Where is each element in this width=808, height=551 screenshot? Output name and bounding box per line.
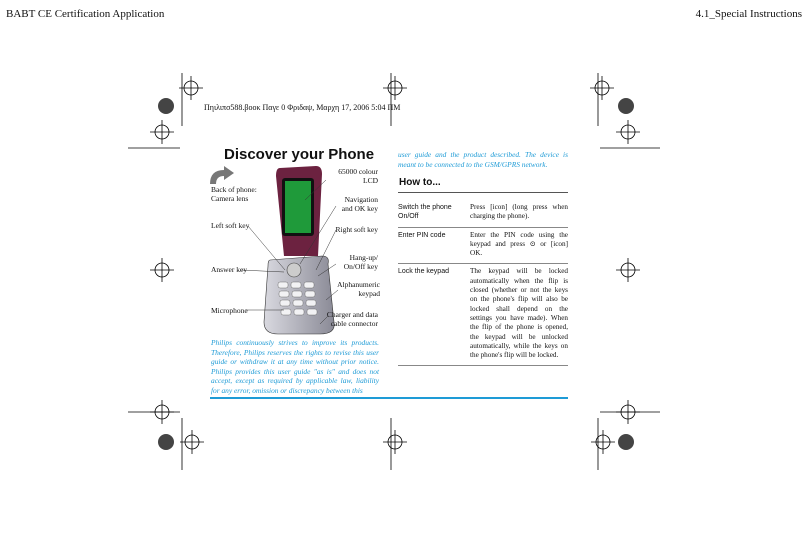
label-alphanumeric-keypad: Alphanumeric keypad — [337, 280, 380, 298]
page-title: Discover your Phone — [224, 146, 375, 163]
heading-rule — [398, 192, 568, 193]
label-nav-key: Navigation and OK key — [341, 195, 378, 213]
table-row — [398, 228, 568, 265]
label-left-soft-key: Left soft key — [211, 221, 250, 230]
table-row — [398, 264, 568, 366]
header-right: 4.1_Special Instructions — [695, 8, 802, 20]
row-key: Switch the phone On/Off — [398, 204, 452, 221]
header-left: BABT CE Certification Application — [6, 8, 165, 20]
row-value: Press [icon] (long press when charging the phone). — [470, 203, 568, 221]
bottom-rule — [210, 397, 568, 399]
label-microphone: Microphone — [211, 306, 248, 315]
label-hangup-key: Hang-up/ On/Off key — [343, 253, 378, 271]
row-value: Enter the PIN code using the keypad and press ⊙ or [icon] OK. — [470, 230, 568, 258]
row-key: Enter PIN code — [398, 231, 446, 239]
label-right-soft-key: Right soft key — [335, 225, 378, 234]
label-lcd: 65000 colour LCD — [338, 167, 378, 185]
disclaimer-text: Philips continuously strives to improve its products. Therefore, Philips reserves the rights to revise this user guide or withdraw it at any time without prior notice. Philips provides this user guide "as is" and does not accept, except as required by applicable law, liability for any error, omission or discrepancy between this — [211, 338, 379, 395]
table-row — [398, 200, 568, 228]
row-key: Lock the keypad — [398, 268, 449, 276]
howto-heading: How to... — [399, 177, 441, 188]
label-back-camera: Back of phone: Camera lens — [211, 185, 257, 203]
label-answer-key: Answer key — [211, 265, 248, 274]
document-info: Πηιλιπσ588.βοοκ Παγε 0 Φριδαψ, Μαρχη 17, 2006 5:04 ΠΜ — [204, 103, 401, 112]
row-value: The keypad will be locked automatically when the flip is closed (whether or not the keys on the phone's flip will also be locked shall depend on the settings you have made). When the flip of the phone is opened, the keypad will be unlocked automatically, while the keys on the phone's flip will be locked. — [470, 267, 568, 360]
label-charger-connector: Charger and data cable connector — [326, 310, 378, 328]
disclaimer-continued: user guide and the product described. The device is meant to be connected to the GSM/GPRS network. — [398, 150, 568, 169]
howto-table — [398, 200, 568, 366]
